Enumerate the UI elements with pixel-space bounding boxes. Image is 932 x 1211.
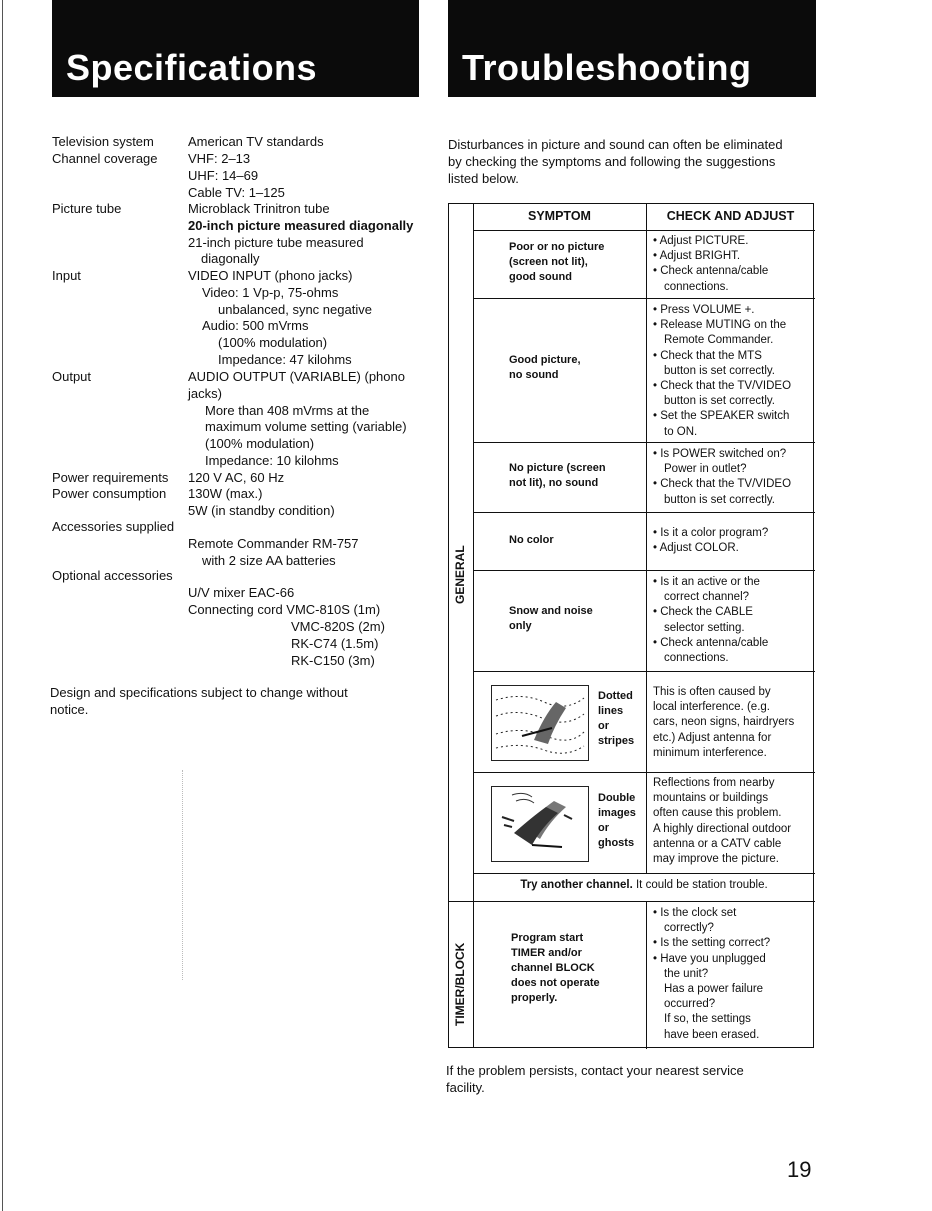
check-text: Check that the MTS xyxy=(660,349,762,362)
spec-value: diagonally xyxy=(201,251,260,266)
spec-label: Accessories supplied xyxy=(52,519,175,534)
symptom-line: Good picture, xyxy=(509,354,581,366)
symptom-cell xyxy=(511,931,600,1006)
symptom-line: Snow and noise xyxy=(509,605,593,617)
check-item: • Check that the MTS xyxy=(653,349,762,362)
check-cell xyxy=(653,447,791,508)
spec-value: Microblack Trinitron tube xyxy=(188,201,330,216)
spec-value: (100% modulation) xyxy=(218,335,328,350)
spec-label: Power requirements xyxy=(52,470,169,485)
check-item: • Adjust COLOR. xyxy=(653,542,739,555)
spec-value: VHF: 2–13 xyxy=(188,151,251,166)
check-text: If so, the settings xyxy=(664,1013,751,1026)
footer-note-line: facility. xyxy=(446,1079,485,1095)
check-text: correct channel? xyxy=(664,591,750,604)
row-rule xyxy=(473,873,815,874)
check-text: the unit? xyxy=(664,967,709,980)
spec-value: RK-C150 (3m) xyxy=(291,653,375,668)
spec-value: VMC-820S (2m) xyxy=(291,619,385,634)
symptom-cell xyxy=(509,533,554,548)
symptom-line: images xyxy=(598,807,636,819)
check-cell xyxy=(653,303,791,440)
symptom-line: lines xyxy=(598,705,624,717)
check-text: cars, neon signs, hairdryers xyxy=(653,716,795,729)
spec-value: with 2 size AA batteries xyxy=(202,553,336,568)
check-text: Reflections from nearby xyxy=(653,777,775,789)
column-divider xyxy=(182,770,183,980)
check-text: Adjust PICTURE. xyxy=(659,235,749,247)
symptom-cell xyxy=(509,604,593,634)
symptom-cell xyxy=(598,791,636,851)
check-text: connections. xyxy=(664,652,729,665)
check-text: Check that the TV/VIDEO xyxy=(660,478,792,491)
check-cell xyxy=(653,575,768,666)
spec-value: Impedance: 10 kilohms xyxy=(205,453,339,468)
spec-value: RK-C74 (1.5m) xyxy=(291,636,379,651)
group-label-timer-block: TIMER/BLOCK xyxy=(453,942,467,1026)
check-item: • Have you unplugged xyxy=(653,952,766,965)
spec-value: Audio: 500 mVrms xyxy=(202,318,309,333)
symptom-line: does not operate xyxy=(511,977,600,989)
symptom-line: only xyxy=(509,620,532,632)
check-cell xyxy=(653,776,791,867)
group-label-general: GENERAL xyxy=(453,545,467,604)
spec-value: UHF: 14–69 xyxy=(188,168,259,183)
troubleshooting-table xyxy=(448,203,814,1048)
symptom-cell xyxy=(598,689,634,749)
check-text: button is set correctly. xyxy=(664,364,775,377)
group-column-rule xyxy=(473,204,474,1048)
check-text: often cause this problem. xyxy=(653,807,782,820)
spec-value: More than 408 mVrms at the xyxy=(205,403,370,418)
page-edge-line xyxy=(2,0,3,1211)
check-item: • Check that the TV/VIDEO xyxy=(653,478,792,491)
check-text: selector setting. xyxy=(664,621,745,634)
symptom-line: or xyxy=(598,720,609,732)
symptom-line: (screen not lit), xyxy=(509,256,588,268)
spec-note-line: notice. xyxy=(50,701,89,717)
symptom-line: Double xyxy=(598,792,636,804)
intro-line: Disturbances in picture and sound can often be eliminated xyxy=(448,137,783,152)
spec-value: Connecting cord VMC-810S (1m) xyxy=(188,602,381,617)
spec-value: American TV standards xyxy=(188,134,324,149)
spec-value: maximum volume setting (variable) xyxy=(205,419,407,434)
check-item: • Adjust PICTURE. xyxy=(653,235,749,247)
spec-value: U/V mixer EAC-66 xyxy=(188,585,295,600)
check-text: Adjust COLOR. xyxy=(659,542,739,555)
check-item: • Set the SPEAKER switch xyxy=(653,410,790,423)
check-text: Press VOLUME +. xyxy=(660,304,755,316)
check-text: minimum interference. xyxy=(653,746,767,759)
check-text: button is set correctly. xyxy=(664,395,775,408)
spec-value: Impedance: 47 kilohms xyxy=(218,352,352,367)
check-text: have been erased. xyxy=(664,1028,760,1041)
check-text: connections. xyxy=(664,280,729,293)
row-rule xyxy=(473,442,815,443)
check-text: may improve the picture. xyxy=(653,853,779,866)
check-text: Is the clock set xyxy=(660,907,737,919)
check-text: Is it an active or the xyxy=(660,576,760,588)
check-text: A highly directional outdoor xyxy=(653,822,792,835)
check-item: • Adjust BRIGHT. xyxy=(653,250,741,263)
intro-line: listed below. xyxy=(448,170,519,186)
spec-value: Video: 1 Vp-p, 75-ohms xyxy=(202,285,339,300)
spec-value: 21-inch picture tube measured xyxy=(188,235,364,250)
symptom-line: ghosts xyxy=(598,837,635,849)
check-item: • Check that the TV/VIDEO xyxy=(653,380,792,393)
symptom-line: properly. xyxy=(511,992,558,1004)
spec-value: 5W (in standby condition) xyxy=(188,503,335,518)
troubleshooting-header: Troubleshooting xyxy=(448,0,816,97)
header-rule xyxy=(473,230,815,231)
check-text: Adjust BRIGHT. xyxy=(659,250,741,263)
tv-ghost-image xyxy=(492,787,588,861)
row-rule xyxy=(473,512,815,513)
check-text: Is POWER switched on? xyxy=(660,448,787,460)
symptom-line: stripes xyxy=(598,735,635,747)
symptom-line: Poor or no picture xyxy=(509,241,605,253)
spec-value: 120 V AC, 60 Hz xyxy=(188,470,285,485)
check-item: • Is POWER switched on? xyxy=(653,448,787,460)
check-cell xyxy=(653,526,768,556)
spec-value: Cable TV: 1–125 xyxy=(188,185,285,200)
tv-interference-image xyxy=(492,686,588,760)
dotted-lines-illustration xyxy=(491,685,589,761)
try-bold: Try another channel. xyxy=(520,879,633,891)
symptom-cell xyxy=(509,353,581,383)
specifications-header: Specifications xyxy=(52,0,419,97)
symptom-line: Program start xyxy=(511,932,584,944)
check-item: • Is it a color program? xyxy=(653,527,769,539)
check-text: local interference. (e.g. xyxy=(653,701,770,714)
symptom-header: SYMPTOM xyxy=(528,209,591,223)
check-text: mountains or buildings xyxy=(653,792,769,805)
check-text: Is it a color program? xyxy=(660,527,769,539)
check-text: Release MUTING on the xyxy=(660,319,787,332)
check-item: • Check antenna/cable xyxy=(653,265,769,278)
spec-label: Output xyxy=(52,369,92,384)
spec-label: Television system xyxy=(52,134,154,149)
check-text: etc.) Adjust antenna for xyxy=(653,731,772,744)
check-text: Have you unplugged xyxy=(660,952,766,965)
spec-label: Power consumption xyxy=(52,486,167,501)
spec-value: AUDIO OUTPUT (VARIABLE) (phono xyxy=(188,369,405,384)
check-text: Check the CABLE xyxy=(660,606,753,619)
symptom-line: Dotted xyxy=(598,690,633,702)
symptom-line: or xyxy=(598,822,609,834)
symptom-line: No picture (screen xyxy=(509,462,606,474)
check-text: to ON. xyxy=(664,425,698,438)
row-rule xyxy=(473,772,815,773)
symptom-line: not lit), no sound xyxy=(509,477,599,489)
symptom-line: TIMER and/or xyxy=(511,947,582,959)
check-text: Check that the TV/VIDEO xyxy=(660,380,792,393)
double-images-illustration xyxy=(491,786,589,862)
spec-label: Picture tube xyxy=(52,201,122,216)
spec-value: unbalanced, sync negative xyxy=(218,302,372,317)
check-item: • Is it an active or the xyxy=(653,576,760,588)
check-text: Check antenna/cable xyxy=(660,265,769,278)
spec-label: Input xyxy=(52,268,81,283)
check-text: Set the SPEAKER switch xyxy=(660,410,790,423)
row-rule xyxy=(473,298,815,299)
spec-value: (100% modulation) xyxy=(205,436,315,451)
symptom-line: no sound xyxy=(509,369,559,381)
symptom-line: channel BLOCK xyxy=(511,962,595,974)
check-item: • Is the clock set xyxy=(653,907,737,919)
check-text: Remote Commander. xyxy=(664,334,774,347)
check-cell xyxy=(653,234,768,295)
intro-line: by checking the symptoms and following the suggestions xyxy=(448,153,776,169)
row-rule xyxy=(473,671,815,672)
check-text: antenna or a CATV cable xyxy=(653,837,782,850)
try-another-channel xyxy=(473,879,815,891)
troubleshooting-intro xyxy=(448,137,783,187)
check-cell xyxy=(653,685,794,761)
check-text: Check antenna/cable xyxy=(660,636,769,649)
symptom-line: No color xyxy=(509,534,554,546)
column-rule xyxy=(646,901,647,1049)
symptom-cell xyxy=(509,461,606,491)
spec-value: jacks) xyxy=(188,386,222,401)
spec-value: 20-inch picture measured diagonally xyxy=(188,218,414,233)
check-text: Has a power failure xyxy=(664,983,764,996)
check-text: correctly? xyxy=(664,922,714,935)
check-item: • Check antenna/cable xyxy=(653,636,769,649)
spec-value: Remote Commander RM-757 xyxy=(188,536,359,551)
check-item: • Press VOLUME +. xyxy=(653,304,755,316)
check-text: Is the setting correct? xyxy=(660,937,771,950)
check-text: occurred? xyxy=(664,998,716,1011)
group-rule xyxy=(449,901,815,902)
spec-value: VIDEO INPUT (phono jacks) xyxy=(188,268,353,283)
try-rest: It could be station trouble. xyxy=(632,879,768,891)
spec-label: Optional accessories xyxy=(52,568,173,583)
spec-label: Channel coverage xyxy=(52,151,158,166)
check-item: • Release MUTING on the xyxy=(653,319,787,332)
row-rule xyxy=(473,570,815,571)
spec-value: 130W (max.) xyxy=(188,486,263,501)
page-number: 19 xyxy=(787,1157,812,1182)
footer-note-line: If the problem persists, contact your nearest service xyxy=(446,1063,744,1078)
check-item: • Is the setting correct? xyxy=(653,937,771,950)
spec-note xyxy=(50,685,348,719)
check-text: button is set correctly. xyxy=(664,493,775,506)
check-text: Power in outlet? xyxy=(664,463,747,476)
symptom-line: good sound xyxy=(509,271,572,283)
symptom-cell xyxy=(509,240,604,285)
check-header: CHECK AND ADJUST xyxy=(666,209,795,223)
check-cell xyxy=(653,906,770,1043)
check-text: This is often caused by xyxy=(653,686,771,698)
spec-note-line: Design and specifications subject to change without xyxy=(50,685,348,700)
check-item: • Check the CABLE xyxy=(653,606,753,619)
footer-note xyxy=(446,1063,744,1097)
